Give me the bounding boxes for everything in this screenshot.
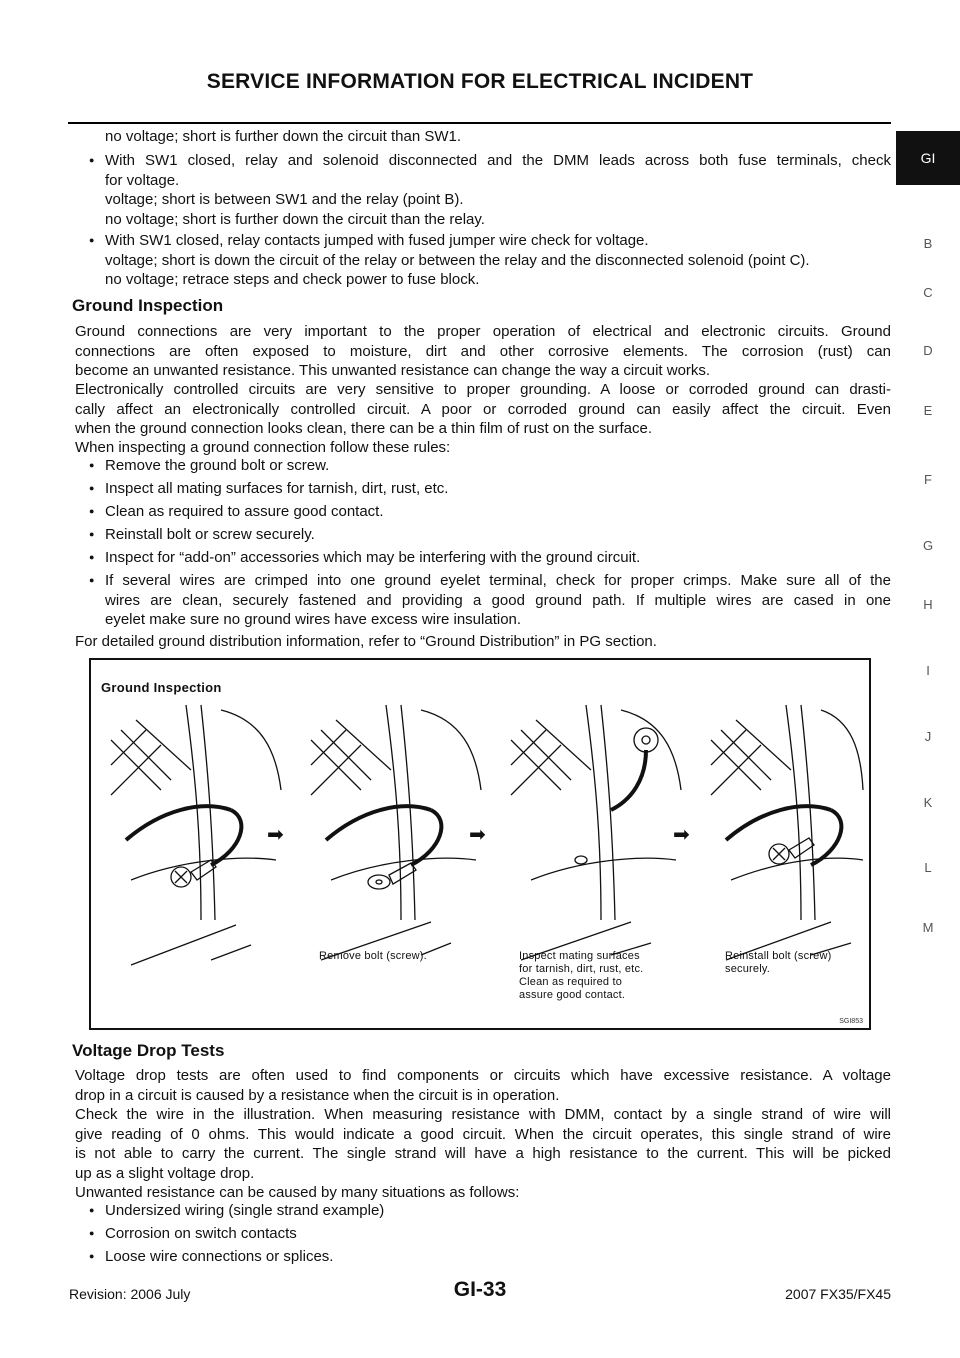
bullet-icon: ● <box>89 1205 95 1215</box>
side-tab-j[interactable]: J <box>924 729 932 744</box>
bullet-icon: ● <box>89 1228 95 1238</box>
bullet-icon: ● <box>89 155 95 165</box>
bullet-icon: ● <box>89 235 95 245</box>
voltage-paragraph-3: Unwanted resistance can be caused by many situations as follows: <box>75 1184 520 1201</box>
footer-model: 2007 FX35/FX45 <box>785 1286 891 1302</box>
side-tab-c[interactable]: C <box>923 285 933 300</box>
figure-caption-remove: Remove bolt (screw). <box>319 950 427 962</box>
ground-paragraph-2: Electronically controlled circuits are very sensitive to proper grounding. A loose or corroded ground can drasti- cally affect an electronically controlled circuit. A poor or corroded ground can easily affect the circuit. Even when the ground connection looks clean, there can be a thin film of rust on the surface. <box>75 381 891 437</box>
arrow-right-icon: ➡ <box>469 824 486 846</box>
ground-rule-3: Clean as required to assure good contact. <box>105 503 384 520</box>
bullet-icon: ● <box>89 552 95 562</box>
side-tab-k[interactable]: K <box>923 795 933 810</box>
figure-caption-inspect: Inspect mating surfaces for tarnish, dirt, rust, etc. Clean as required to assure good contact. <box>519 950 644 1001</box>
side-tab-l[interactable]: L <box>924 860 932 875</box>
voltage-cause-1: Undersized wiring (single strand example) <box>105 1202 385 1219</box>
ground-rule-5: Inspect for “add-on” accessories which may be interfering with the ground circuit. <box>105 549 641 566</box>
figure-caption-reinstall: Reinstall bolt (screw) securely. <box>725 950 832 975</box>
figure-title: Ground Inspection <box>101 680 222 695</box>
panel-4-drawing <box>711 705 863 960</box>
side-tab-h[interactable]: H <box>923 597 933 612</box>
panel-2-drawing <box>311 705 481 960</box>
panel-3-drawing <box>511 705 681 960</box>
side-tab-g[interactable]: G <box>922 538 934 553</box>
side-tab-f[interactable]: F <box>924 472 932 487</box>
ground-rule-6: If several wires are crimped into one ground eyelet terminal, check for proper crimps. Make sure all of the wires are clean, securely fastened and providing a good ground path. If multiple wires are cased in one eyelet make sure no ground wires have excess wire insulation. <box>105 572 891 628</box>
section-heading-ground: Ground Inspection <box>72 296 224 315</box>
bullet-icon: ● <box>89 1251 95 1261</box>
section-heading-voltage: Voltage Drop Tests <box>72 1041 225 1060</box>
side-tab-b[interactable]: B <box>923 236 933 251</box>
intro-bullet-2: With SW1 closed, relay contacts jumped with fused jumper wire check for voltage. voltage; short is down the circuit of the relay or between the relay and the disconnected solenoid (point C). no voltage; retrace steps and check power to fuse block. <box>105 232 810 288</box>
ground-rule-2: Inspect all mating surfaces for tarnish, dirt, rust, etc. <box>105 480 449 497</box>
footer-revision: Revision: 2006 July <box>69 1286 191 1302</box>
page-title: SERVICE INFORMATION FOR ELECTRICAL INCIDENT <box>206 70 754 93</box>
intro-text: no voltage; short is further down the circuit than SW1. <box>105 128 462 145</box>
side-tab-d[interactable]: D <box>923 343 933 358</box>
voltage-paragraph-2: Check the wire in the illustration. When measuring resistance with DMM, contact by a single strand of wire will give reading of 0 ohms. This would indicate a good circuit. When the circuit operates, this single strand of wire is not able to carry the current. The single strand will have a high resistance to the current. This will be picked up as a slight voltage drop. <box>75 1106 891 1182</box>
side-tab-i[interactable]: I <box>926 663 930 678</box>
side-tab-gi[interactable]: GI <box>896 131 960 185</box>
side-tab-m[interactable]: M <box>922 920 934 935</box>
ground-paragraph-3: When inspecting a ground connection follow these rules: <box>75 439 451 456</box>
panel-1-drawing <box>111 705 281 965</box>
header-rule <box>68 122 891 124</box>
voltage-cause-2: Corrosion on switch contacts <box>105 1225 297 1242</box>
voltage-paragraph-1: Voltage drop tests are often used to find components or circuits which have excessive resistance. A voltage drop in a circuit is caused by a resistance when the circuit is in operation. <box>75 1067 891 1104</box>
figure-code: SGI853 <box>839 1018 863 1025</box>
intro-bullet-1: With SW1 closed, relay and solenoid disconnected and the DMM leads across both fuse terminals, check for voltage. voltage; short is between SW1 and the relay (point B). no voltage; short is further down the circuit than the relay. <box>105 152 891 228</box>
ground-rule-4: Reinstall bolt or screw securely. <box>105 526 315 543</box>
side-tab-e[interactable]: E <box>923 403 933 418</box>
arrow-right-icon: ➡ <box>267 824 284 846</box>
ground-inspection-figure <box>89 658 871 1030</box>
ground-reference: For detailed ground distribution information, refer to “Ground Distribution” in PG section. <box>75 633 657 650</box>
arrow-right-icon: ➡ <box>673 824 690 846</box>
bullet-icon: ● <box>89 506 95 516</box>
voltage-cause-3: Loose wire connections or splices. <box>105 1248 334 1265</box>
page-number: GI-33 <box>453 1278 507 1301</box>
ground-paragraph-1: Ground connections are very important to the proper operation of electrical and electronic circuits. Ground connections are often exposed to moisture, dirt and other corrosive elements. The corrosion (rust) can become an unwanted resistance. This unwanted resistance can change the way a circuit works. <box>75 323 891 379</box>
bullet-icon: ● <box>89 529 95 539</box>
bullet-icon: ● <box>89 575 95 585</box>
ground-rule-1: Remove the ground bolt or screw. <box>105 457 330 474</box>
bullet-icon: ● <box>89 460 95 470</box>
bullet-icon: ● <box>89 483 95 493</box>
